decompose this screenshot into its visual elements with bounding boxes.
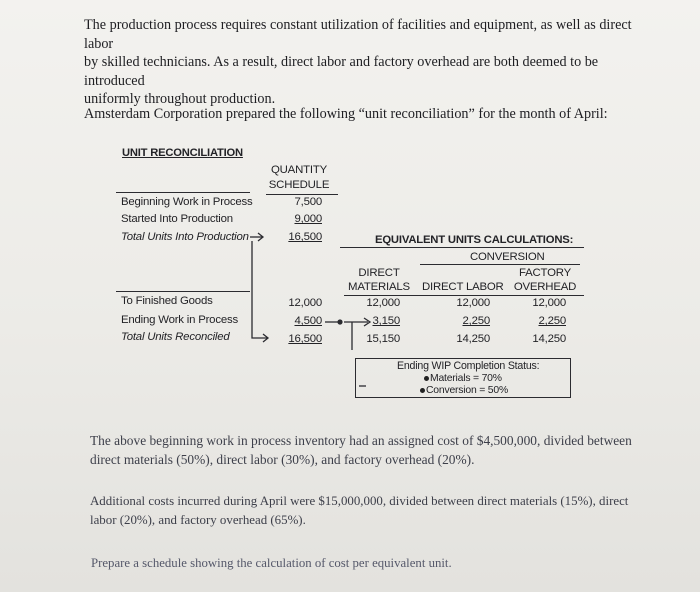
bullet-icon xyxy=(420,388,425,393)
status-conversion: Conversion = 50% xyxy=(426,385,508,396)
instruction-paragraph xyxy=(91,554,651,573)
status-materials: Materials = 70% xyxy=(430,373,502,384)
qty-finished-goods: 12,000 xyxy=(288,297,322,309)
intro-line-3: uniformly throughout production. xyxy=(84,91,276,107)
label-ending-wip: Ending Work in Process xyxy=(121,314,238,326)
qty-started: 9,000 xyxy=(294,213,322,225)
foh-header-1: FACTORY xyxy=(519,267,571,279)
beginning-wip-paragraph xyxy=(90,431,650,469)
dm-header-1: DIRECT xyxy=(358,267,400,279)
dm-header-2: MATERIALS xyxy=(348,281,410,293)
label-finished-goods: To Finished Goods xyxy=(121,295,213,307)
qty-total-into: 16,500 xyxy=(288,231,322,243)
qty-ending-wip: 4,500 xyxy=(294,315,322,327)
dl-header: DIRECT LABOR xyxy=(422,281,504,293)
qty-beginning-wip: 7,500 xyxy=(294,196,322,208)
additional-costs-line-2: labor (20%), and factory overhead (65%). xyxy=(90,513,306,527)
label-total-reconciled: Total Units Reconciled xyxy=(121,331,230,343)
instruction-line: Prepare a schedule showing the calculation of cost per equivalent unit. xyxy=(91,556,452,570)
dm-finished-goods: 12,000 xyxy=(366,297,400,309)
label-total-into: Total Units Into Production xyxy=(121,231,249,243)
label-beginning-wip: Beginning Work in Process xyxy=(121,196,253,208)
foh-finished-goods: 12,000 xyxy=(532,297,566,309)
intro-line-2: by skilled technicians. As a result, direct labor and factory overhead are both deemed to be introduced xyxy=(84,54,599,89)
status-materials-row xyxy=(424,373,502,384)
company-line: Amsterdam Corporation prepared the following “unit reconciliation” for the month of April: xyxy=(84,106,608,122)
additional-costs-line-1: Additional costs incurred during April were $15,000,000, divided between direct materials (15%), direct xyxy=(90,494,629,508)
divider-line xyxy=(116,291,250,292)
foh-header-2: OVERHEAD xyxy=(513,281,577,293)
divider-line xyxy=(420,264,580,265)
dm-total-reconciled: 15,150 xyxy=(366,333,400,345)
conversion-label: CONVERSION xyxy=(470,251,545,263)
status-conversion-row xyxy=(420,385,508,396)
dl-finished-goods: 12,000 xyxy=(456,297,490,309)
dm-ending-wip: 3,150 xyxy=(372,315,400,327)
beginning-wip-line-2: direct materials (50%), direct labor (30%), and factory overhead (20%). xyxy=(90,452,475,467)
dl-total-reconciled: 14,250 xyxy=(456,333,490,345)
bullet-icon xyxy=(424,376,429,381)
quantity-header-1: QUANTITY xyxy=(271,164,327,176)
quantity-header-2: SCHEDULE xyxy=(268,179,330,191)
label-started: Started Into Production xyxy=(121,213,233,225)
equiv-title: EQUIVALENT UNITS CALCULATIONS: xyxy=(375,234,574,246)
intro-line-1: The production process requires constant utilization of facilities and equipment, as well as direct labor xyxy=(84,17,632,52)
additional-costs-paragraph xyxy=(90,492,650,530)
divider-line xyxy=(340,247,584,248)
foh-total-reconciled: 14,250 xyxy=(532,333,566,345)
foh-ending-wip: 2,250 xyxy=(538,315,566,327)
qty-total-reconciled: 16,500 xyxy=(288,333,322,345)
dl-ending-wip: 2,250 xyxy=(462,315,490,327)
reconciliation-title: UNIT RECONCILIATION xyxy=(122,147,243,159)
status-title: Ending WIP Completion Status: xyxy=(397,360,540,372)
beginning-wip-line-1: The above beginning work in process inventory had an assigned cost of $4,500,000, divided between xyxy=(90,433,632,448)
